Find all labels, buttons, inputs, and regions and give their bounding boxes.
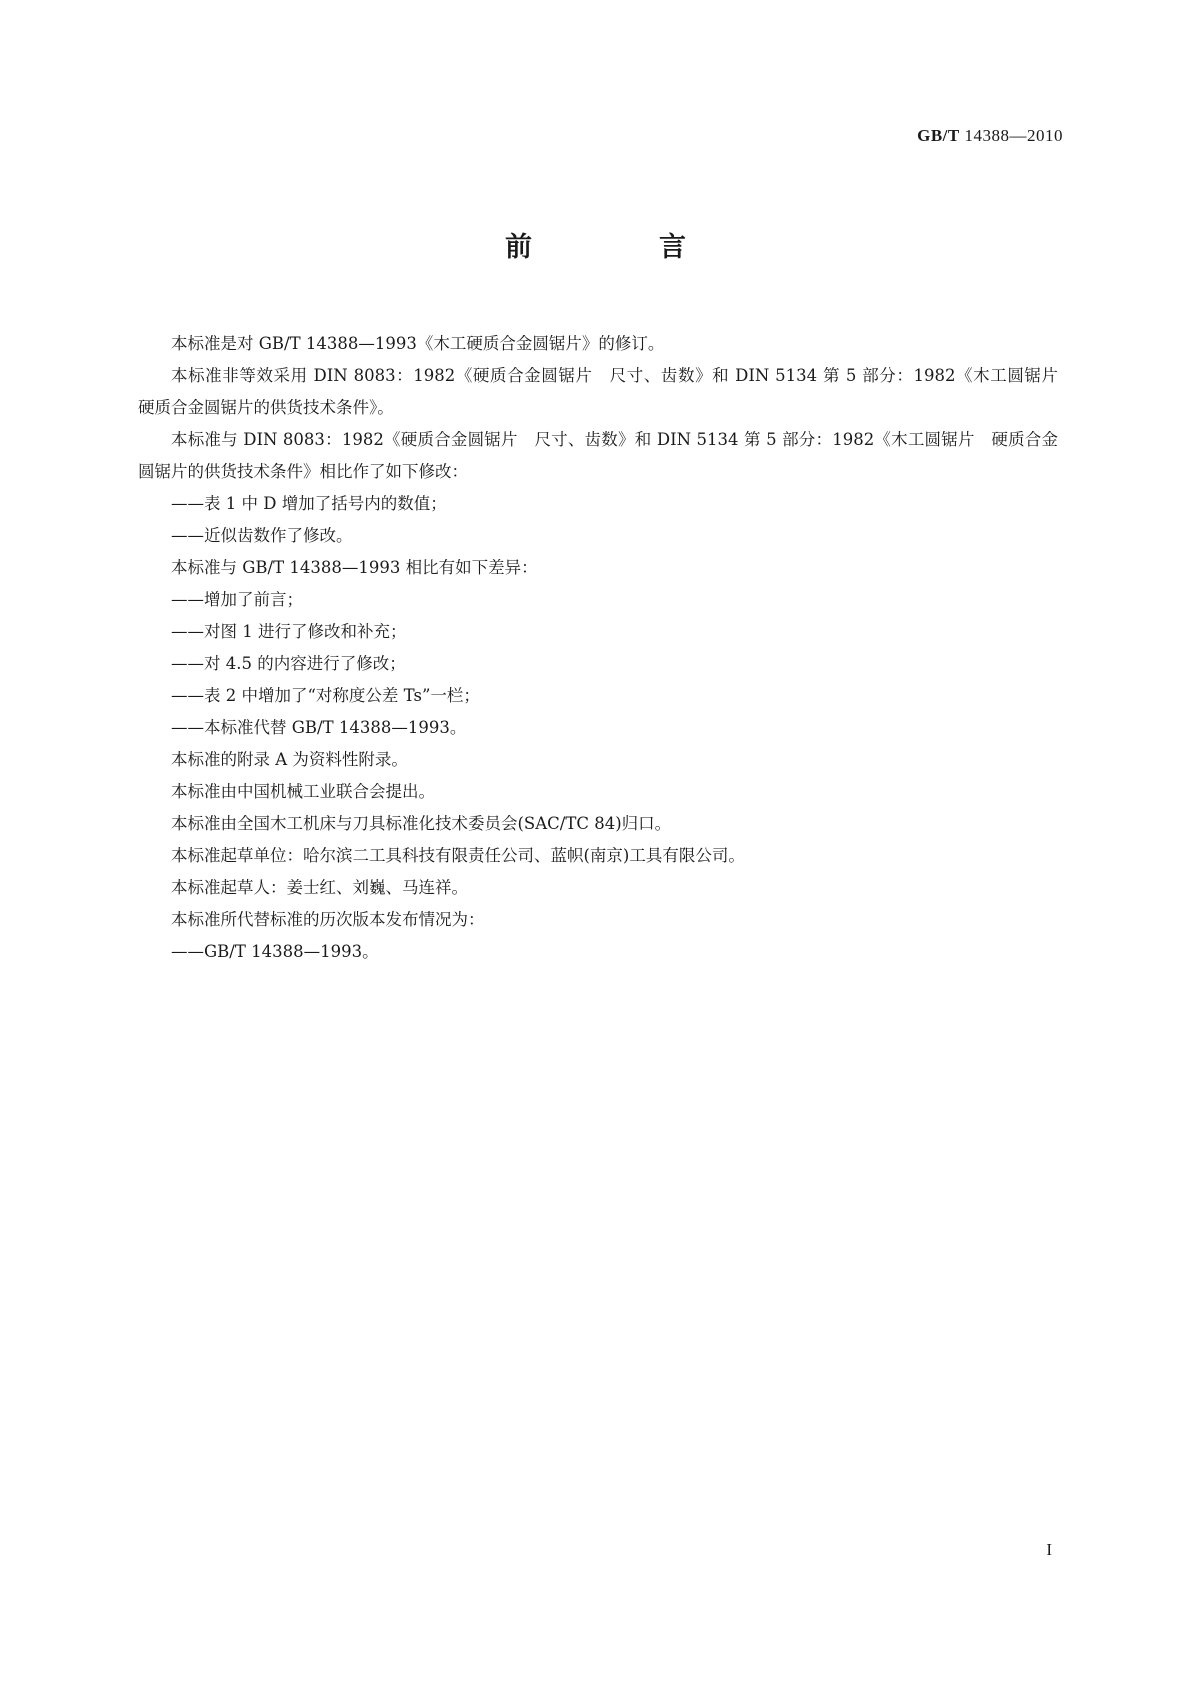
list-item: ——本标准代替 GB/T 14388—1993。 — [171, 718, 467, 737]
paragraph-drafting-units: 本标准起草单位：哈尔滨二工具科技有限责任公司、蓝帜(南京)工具有限公司。 — [171, 846, 745, 865]
paragraph-modifications: 本标准与 DIN 8083：1982《硬质合金圆锯片 尺寸、齿数》和 DIN 5134 第 5 部分：1982《木工圆锯片 硬质合金圆锯片的供货技术条件》相比作了如下修改： — [138, 430, 1058, 481]
paragraph-history: 本标准所代替标准的历次版本发布情况为： — [171, 910, 485, 929]
list-item: ——对图 1 进行了修改和补充； — [171, 622, 407, 641]
list-item: ——表 2 中增加了“对称度公差 Ts”一栏； — [171, 686, 480, 705]
page-title: 前 言 — [505, 232, 736, 263]
list-item: ——GB/T 14388—1993。 — [171, 942, 379, 961]
paragraph-differences: 本标准与 GB/T 14388—1993 相比有如下差异： — [171, 558, 538, 577]
standard-code — [917, 126, 1063, 146]
list-item: ——对 4.5 的内容进行了修改； — [171, 654, 406, 673]
list-item: ——表 1 中 D 增加了括号内的数值； — [171, 494, 447, 513]
list-item: ——近似齿数作了修改。 — [171, 526, 353, 545]
paragraph-drafters: 本标准起草人：姜士红、刘巍、马连祥。 — [171, 878, 468, 897]
foreword-body — [138, 328, 1075, 968]
paragraph-committee: 本标准由全国木工机床与刀具标准化技术委员会(SAC/TC 84)归口。 — [171, 814, 672, 833]
paragraph-revision: 本标准是对 GB/T 14388—1993《木工硬质合金圆锯片》的修订。 — [171, 334, 665, 353]
paragraph-proposer: 本标准由中国机械工业联合会提出。 — [171, 782, 435, 801]
standard-prefix: GB/T — [917, 126, 960, 145]
page-number: I — [1046, 1540, 1052, 1559]
standard-number: 14388—2010 — [964, 126, 1063, 145]
paragraph-adoption: 本标准非等效采用 DIN 8083：1982《硬质合金圆锯片 尺寸、齿数》和 DIN 5134 第 5 部分：1982《木工圆锯片 硬质合金圆锯片的供货技术条件》。 — [138, 366, 1075, 417]
paragraph-annex: 本标准的附录 A 为资料性附录。 — [171, 750, 408, 769]
list-item: ——增加了前言； — [171, 590, 303, 609]
